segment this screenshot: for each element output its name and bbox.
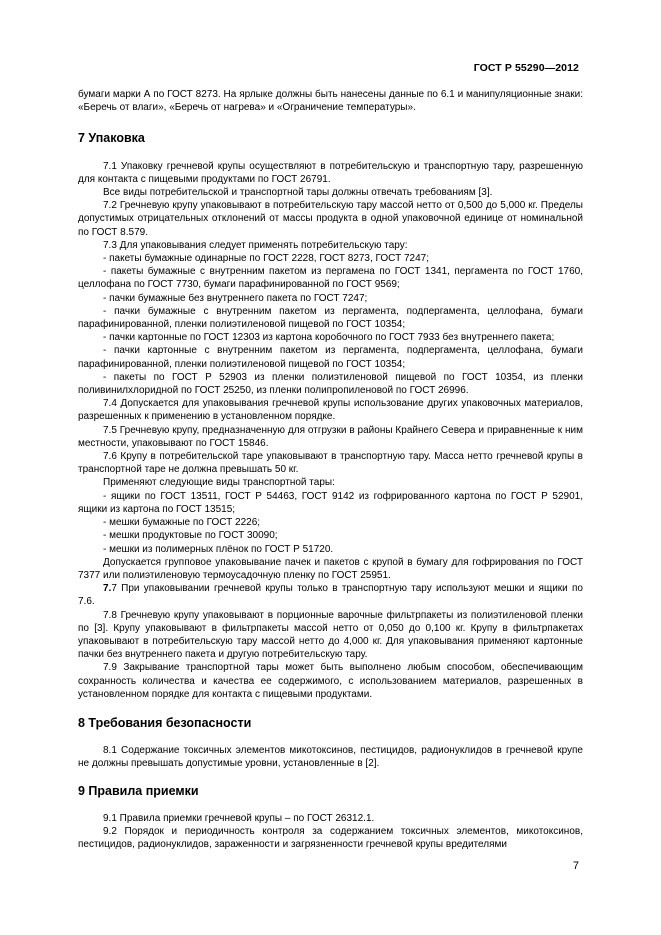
paragraph-7-7-bold-number: 7. bbox=[103, 583, 112, 595]
list-item: - пакеты бумажные с внутренним пакетом из пергамена по ГОСТ 1341, пергамента по ГОСТ 1760, целлофана по ГОСТ 7730, бумаги парафинированной по ГОСТ 9569; bbox=[78, 266, 583, 291]
paragraph-7-4: 7.4 Допускается для упаковывания гречневой крупы использование других упаковочных материалов, разрешенных к применению в установленном порядке. bbox=[78, 398, 583, 423]
paragraph-7-6-c: Допускается групповое упаковывание пачек и пакетов с крупой в бумагу для гофрирования по ГОСТ 7377 или полиэтиленовую термоусадочную пленку по ГОСТ 25951. bbox=[78, 556, 583, 581]
list-item: - пакеты по ГОСТ Р 52903 из пленки полиэтиленовой пищевой по ГОСТ 10354, из пленки поливинилхлоридной по ГОСТ 25250, из пленки полипропиленовой по ГОСТ 26996. bbox=[78, 371, 583, 397]
intro-paragraph: бумаги марки А по ГОСТ 8273. На ярлыке должны быть нанесены данные по 6.1 и манипуляционные знаки: «Беречь от влаги», «Беречь от нагрева» и «Ограничение температуры». bbox=[78, 89, 583, 114]
list-item: - пачки картонные по ГОСТ 12303 из картона коробочного по ГОСТ 7933 без внутреннего пакета; bbox=[103, 332, 555, 344]
list-item: - пачки бумажные с внутренним пакетом из пергамента, подпергамента, целлофана, бумаги парафинированной, пленки полиэтиленовой пищевой по ГОСТ 10354; bbox=[78, 305, 583, 331]
paragraph-7-7-text: 7 При упаковывании гречневой крупы только в транспортную тару используют мешки и ящики по 7.6. bbox=[78, 583, 583, 608]
list-item: - пакеты бумажные одинарные по ГОСТ 2228, ГОСТ 8273, ГОСТ 7247; bbox=[103, 253, 429, 265]
list-item: - мешки бумажные по ГОСТ 2226; bbox=[103, 517, 261, 529]
list-item: - пачки бумажные без внутреннего пакета по ГОСТ 7247; bbox=[103, 292, 368, 304]
paragraph-7-5: 7.5 Гречневую крупу, предназначенную для отгрузки в районы Крайнего Севера и приравненные к ним местности, упаковывают по ГОСТ 15846. bbox=[78, 424, 583, 449]
section-7-heading: 7 Упаковка bbox=[78, 131, 145, 146]
paragraph-7-6: 7.6 Крупу в потребительской таре упаковывают в транспортную тару. Масса нетто гречневой крупы в транспортной таре не должна превышать 50 кг. bbox=[78, 451, 583, 476]
paragraph-7-3: 7.3 Для упаковывания следует применять потребительскую тару: bbox=[103, 239, 408, 251]
list-item: - мешки продуктовые по ГОСТ 30090; bbox=[103, 530, 278, 542]
paragraph-7-7 bbox=[78, 582, 583, 608]
section-9-heading: 9 Правила приемки bbox=[78, 783, 199, 798]
paragraph-7-8: 7.8 Гречневую крупу упаковывают в порционные варочные фильтрпакеты из полиэтиленовой пленки по [3]. Крупу упаковывают в фильтрпакеты массой нетто от 0,050 до 0,100 кг. Крупу в фильтрпакетах упаковывают в потребительскую тару массой нетто до 4,000 кг. Для упаковывания применяют картонные пачки без внутреннего пакета и другую потребительскую тару. bbox=[78, 609, 583, 661]
page-content bbox=[78, 88, 583, 851]
paragraph-7-2: 7.2 Гречневую крупу упаковывают в потребительскую тару массой нетто от 0,500 до 5,000 кг. Пределы допустимых отрицательных отклонений от массы продукта в одной упаковочной единице от номинальной по ГОСТ 8.579. bbox=[78, 200, 583, 238]
section-8-heading: 8 Требования безопасности bbox=[78, 715, 252, 730]
list-item: - мешки из полимерных плёнок по ГОСТ Р 51720. bbox=[103, 543, 334, 555]
paragraph-8-1: 8.1 Содержание токсичных элементов микотоксинов, пестицидов, радионуклидов в гречневой крупе не должны превышать допустимые уровни, установленные в [2]. bbox=[78, 745, 583, 770]
paragraph-7-1-b: Все виды потребительской и транспортной тары должны отвечать требованиям [3]. bbox=[103, 187, 493, 199]
paragraph-9-2: 9.2 Порядок и периодичность контроля за содержанием токсичных элементов, микотоксинов, пестицидов, радионуклидов, зараженности и загрязненности гречневой крупы вредителями bbox=[78, 825, 583, 851]
list-item: - пачки картонные с внутренним пакетом из пергамента, подпергамента, целлофана, бумаги парафинированной, пленки полиэтиленовой пищевой по ГОСТ 10354; bbox=[78, 345, 583, 370]
paragraph-7-1: 7.1 Упаковку гречневой крупы осуществляют в потребительскую и транспортную тару, разрешенную для контакта с пищевыми продуктами по ГОСТ 26791. bbox=[78, 160, 583, 185]
paragraph-7-6-b: Применяют следующие виды транспортной тары: bbox=[103, 477, 335, 489]
paragraph-9-1: 9.1 Правила приемки гречневой крупы – по ГОСТ 26312.1. bbox=[103, 812, 375, 824]
list-item: - ящики по ГОСТ 13511, ГОСТ Р 54463, ГОСТ 9142 из гофрированного картона по ГОСТ Р 52901, ящики из картона по ГОСТ 13515; bbox=[78, 490, 583, 515]
page-number: 7 bbox=[572, 860, 579, 872]
paragraph-7-9: 7.9 Закрывание транспортной тары может быть выполнено любым способом, обеспечивающим сохранность количества и качества ее содержимого, с использованием материалов, разрешенных в установленном порядке для контакта с пищевыми продуктами. bbox=[78, 662, 583, 700]
document-header: ГОСТ Р 55290—2012 bbox=[473, 62, 579, 74]
